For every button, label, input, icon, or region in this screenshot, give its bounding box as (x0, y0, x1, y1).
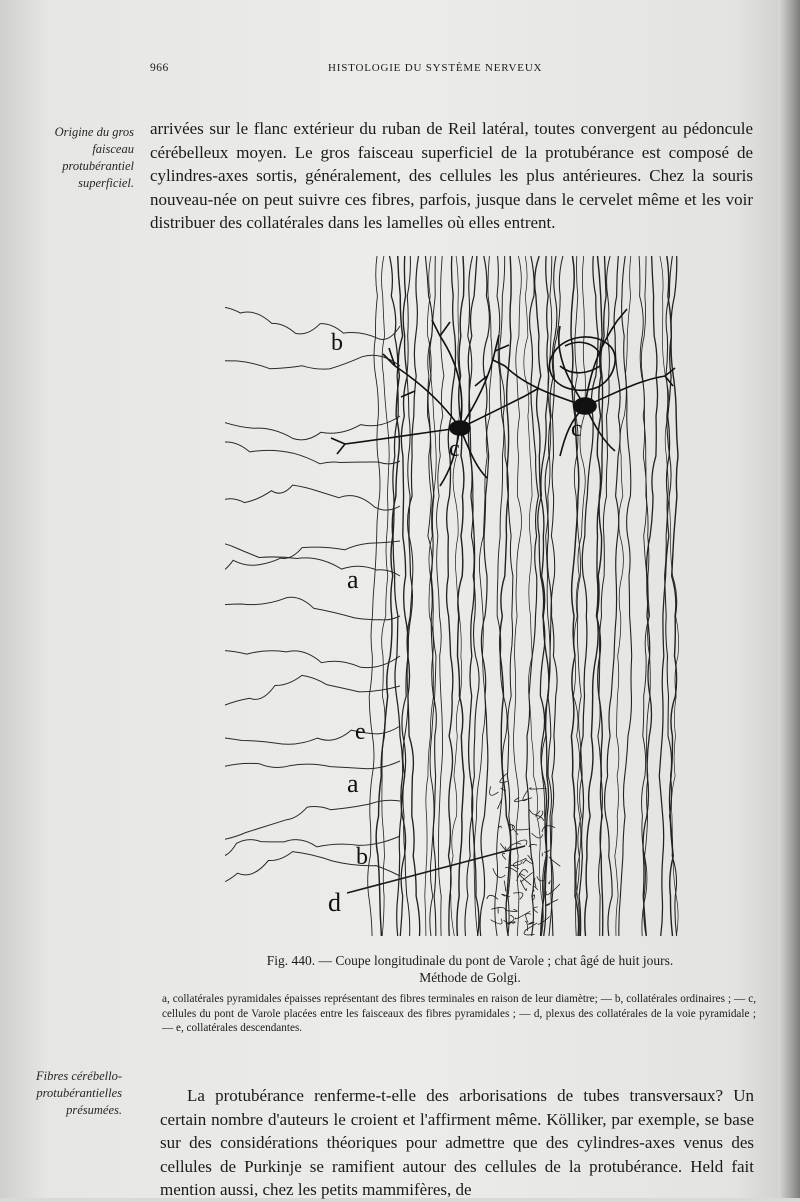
figure-legend: a, collatérales pyramidales épaisses représentant des fibres terminales en raison de leur diamètre; — b, collatérales ordinaires ; — c, cellules du pont de Varole placées entre les faisceaux des fibres pyramidales ; — d, plexus des collatérales de la voie pyramidale ; — e, collatérales descendantes. (162, 993, 756, 1034)
figure-label-b-lower: b (356, 844, 368, 870)
figure-caption (190, 952, 750, 986)
paragraph-intro: arrivées sur le flanc extérieur du ruban de Reil latéral, toutes convergent au pédoncule cérébelleux moyen. Le gros faisceau superficiel de la protubérance est composé de cylindres-axes sortis, généralement, des cellules les plus antérieures. Chez la souris nouveau-née on peut suivre ces fibres, parfois, jusque dans le cervelet même et les voir distribuer des collatérales dans les lamelles où elles entrent. (150, 119, 753, 233)
collateral-fiber (225, 650, 400, 667)
nerve-fiber (643, 256, 657, 936)
margin-note-fibres: Fibres cérébello-protubérantielles présumées. (36, 1069, 122, 1117)
paragraph-protuberance: La protubérance renferme-t-elle des arborisations de tubes transversaux? Un certain nombre d'auteurs le croient et l'affirment même. Kölliker, par exemple, se base sur des considérations théoriques pour admettre que des cylindres-axes venus des cellules de Purkinje se ramifient autour des cellules de la protubérance. Held fait mention aussi, chez les petits mammifères, de (160, 1086, 754, 1200)
figure-label-d: d (328, 888, 341, 917)
collateral-fiber (225, 726, 400, 744)
running-title: HISTOLOGIE DU SYSTÈME NERVEUX (328, 62, 543, 74)
nerve-fiber (447, 256, 456, 936)
caption-line-1: Fig. 440. — Coupe longitudinale du pont de Varole ; chat âgé de huit jours. (266, 953, 674, 968)
nerve-fiber (579, 256, 598, 936)
plexus-d (487, 774, 560, 935)
nerve-fiber (585, 256, 602, 936)
longitudinal-fibers (368, 256, 679, 936)
nerve-fiber (615, 256, 631, 936)
plexus-tangle (487, 774, 560, 935)
nerve-fiber (524, 256, 544, 936)
nerve-fiber (403, 256, 413, 936)
nerve-fiber (619, 256, 632, 936)
page-edge-shadow (778, 0, 800, 1198)
nerve-fiber (425, 256, 436, 936)
collateral-fiber (225, 836, 400, 856)
collateral-fiber (225, 852, 400, 885)
nerve-fiber (605, 256, 621, 936)
nerve-fiber (500, 256, 511, 936)
margin-note-origin: Origine du gros faisceau protubérantiel superficiel. (54, 125, 134, 190)
figure-label-a-lower: a (347, 769, 359, 798)
page-number: 966 (150, 62, 169, 74)
collateral-fiber (225, 416, 400, 440)
figure-label-a-upper: a (347, 565, 359, 594)
nerve-fiber (437, 256, 444, 936)
figure-label-c-left: c (449, 436, 460, 462)
figure-label-c-right: c (571, 416, 582, 442)
running-header (150, 62, 750, 82)
caption-line-2: Méthode de Golgi. (419, 970, 521, 985)
figure-label-b-top: b (331, 330, 343, 356)
collateral-fiber (225, 597, 400, 620)
nerve-fiber (659, 256, 676, 936)
collateral-fiber (225, 485, 400, 510)
collateral-branches (225, 307, 400, 885)
nerve-fiber (368, 256, 380, 936)
figure-label-e: e (355, 719, 366, 745)
figure-440-illustration (225, 256, 685, 941)
collateral-fiber (225, 800, 400, 841)
nerve-fiber (641, 256, 650, 936)
collateral-fiber (225, 675, 400, 707)
nerve-fiber (376, 256, 402, 936)
collateral-fiber (225, 442, 400, 464)
nerve-fiber (465, 256, 479, 936)
pointer-line-d (347, 846, 525, 893)
collateral-fiber (225, 307, 400, 340)
